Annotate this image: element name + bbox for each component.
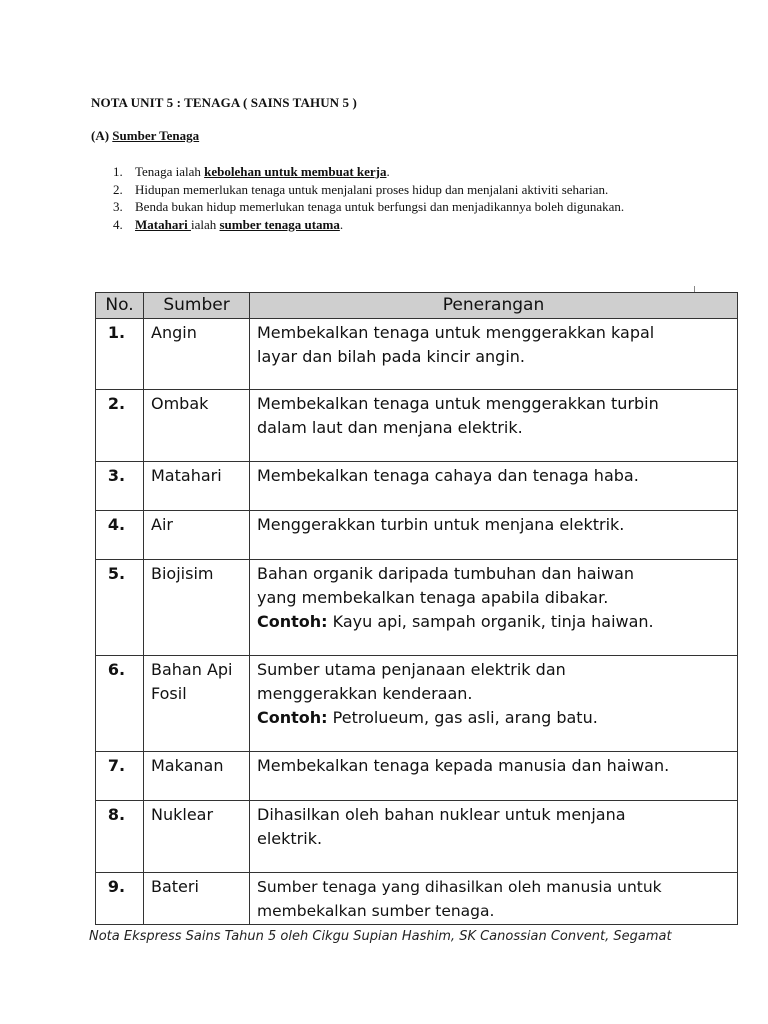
table-header-row: [96, 293, 738, 319]
table-row: [96, 511, 738, 560]
list-item: [113, 163, 673, 181]
desc-example: [257, 610, 731, 634]
desc-line: Dihasilkan oleh bahan nuklear untuk menjana: [257, 805, 626, 824]
desc-example: [257, 706, 731, 730]
row-source: Biojisim: [144, 560, 250, 656]
row-description: [250, 752, 738, 801]
item-text: Hidupan memerlukan tenaga untuk menjalani proses hidup dan menjalani aktiviti seharian.: [135, 181, 609, 197]
item-bold: kebolehan untuk membuat kerja: [204, 164, 387, 179]
row-number: 3.: [96, 462, 144, 511]
desc-line: Sumber utama penjanaan elektrik dan: [257, 660, 566, 679]
item-text: Benda bukan hidup memerlukan tenaga untuk berfungsi dan menjadikannya boleh digunakan.: [135, 199, 625, 214]
row-description: [250, 560, 738, 656]
desc-line: elektrik.: [257, 829, 323, 848]
row-number: 2.: [96, 390, 144, 462]
row-description: [250, 390, 738, 462]
desc-line: Membekalkan tenaga cahaya dan tenaga haba.: [257, 466, 639, 485]
row-number: 8.: [96, 801, 144, 873]
desc-line: yang membekalkan tenaga apabila dibakar.: [257, 588, 609, 607]
desc-line: dalam laut dan menjana elektrik.: [257, 418, 523, 437]
desc-line: Membekalkan tenaga untuk menggerakkan kapal: [257, 323, 655, 342]
item-bold: sumber tenaga utama: [219, 216, 340, 232]
desc-line: Bahan organik daripada tumbuhan dan haiwan: [257, 564, 635, 583]
table-row: [96, 560, 738, 656]
item-number: 4.: [113, 216, 123, 232]
desc-line: menggerakkan kenderaan.: [257, 684, 473, 703]
list-item: [113, 216, 673, 234]
row-number: 7.: [96, 752, 144, 801]
row-description: [250, 873, 738, 925]
row-description: [250, 511, 738, 560]
row-description: [250, 656, 738, 752]
header-penerangan: Penerangan: [250, 293, 738, 319]
row-source: Air: [144, 511, 250, 560]
desc-line: Menggerakkan turbin untuk menjana elektrik.: [257, 515, 625, 534]
example-label: Contoh:: [257, 612, 328, 631]
item-after: .: [339, 216, 344, 232]
row-number: 1.: [96, 319, 144, 390]
row-number: 6.: [96, 656, 144, 752]
example-label: Contoh:: [257, 708, 328, 727]
page-title: NOTA UNIT 5 : TENAGA ( SAINS TAHUN 5 ): [91, 95, 357, 110]
row-source: Angin: [144, 319, 250, 390]
row-source: Matahari: [144, 462, 250, 511]
row-source: Bahan Api Fosil: [144, 656, 250, 752]
item-after: .: [386, 164, 390, 179]
header-no: No.: [96, 293, 144, 319]
section-prefix: (A): [91, 128, 110, 143]
row-source: Ombak: [144, 390, 250, 462]
item-text: ialah: [190, 216, 220, 232]
list-item: [113, 181, 673, 199]
item-text: Tenaga ialah: [135, 164, 205, 179]
row-number: 5.: [96, 560, 144, 656]
example-text: Kayu api, sampah organik, tinja haiwan.: [327, 612, 654, 631]
list-item: [113, 198, 673, 216]
item-number: 2.: [113, 181, 123, 197]
table-row: [96, 390, 738, 462]
row-description: [250, 462, 738, 511]
table-row: [96, 656, 738, 752]
item-number: 1.: [113, 164, 123, 179]
header-sumber: Sumber: [144, 293, 250, 319]
row-source: Makanan: [144, 752, 250, 801]
desc-line: Membekalkan tenaga untuk menggerakkan turbin: [257, 394, 659, 413]
item-number: 3.: [113, 199, 123, 214]
item-bold-first: Matahari: [135, 216, 191, 232]
table-row: [96, 873, 738, 925]
example-text: Petrolueum, gas asli, arang batu.: [327, 708, 598, 727]
table-row: [96, 801, 738, 873]
row-number: 9.: [96, 873, 144, 925]
row-description: [250, 319, 738, 390]
footer-credit: Nota Ekspress Sains Tahun 5 oleh Cikgu Supian Hashim, SK Canossian Convent, Segamat: [89, 929, 672, 944]
energy-sources-table: [95, 292, 738, 925]
desc-line: Sumber tenaga yang dihasilkan oleh manusia untuk: [257, 878, 662, 896]
desc-line: layar dan bilah pada kincir angin.: [257, 347, 525, 366]
table-row: [96, 752, 738, 801]
section-heading: [91, 128, 199, 144]
notes-list: [113, 163, 673, 233]
section-label: Sumber Tenaga: [112, 128, 200, 143]
table-row: [96, 319, 738, 390]
desc-line: membekalkan sumber tenaga.: [257, 902, 495, 920]
table-row: [96, 462, 738, 511]
desc-line: Membekalkan tenaga kepada manusia dan haiwan.: [257, 756, 670, 775]
row-description: [250, 801, 738, 873]
row-number: 4.: [96, 511, 144, 560]
row-source: Nuklear: [144, 801, 250, 873]
row-source: Bateri: [144, 873, 250, 925]
